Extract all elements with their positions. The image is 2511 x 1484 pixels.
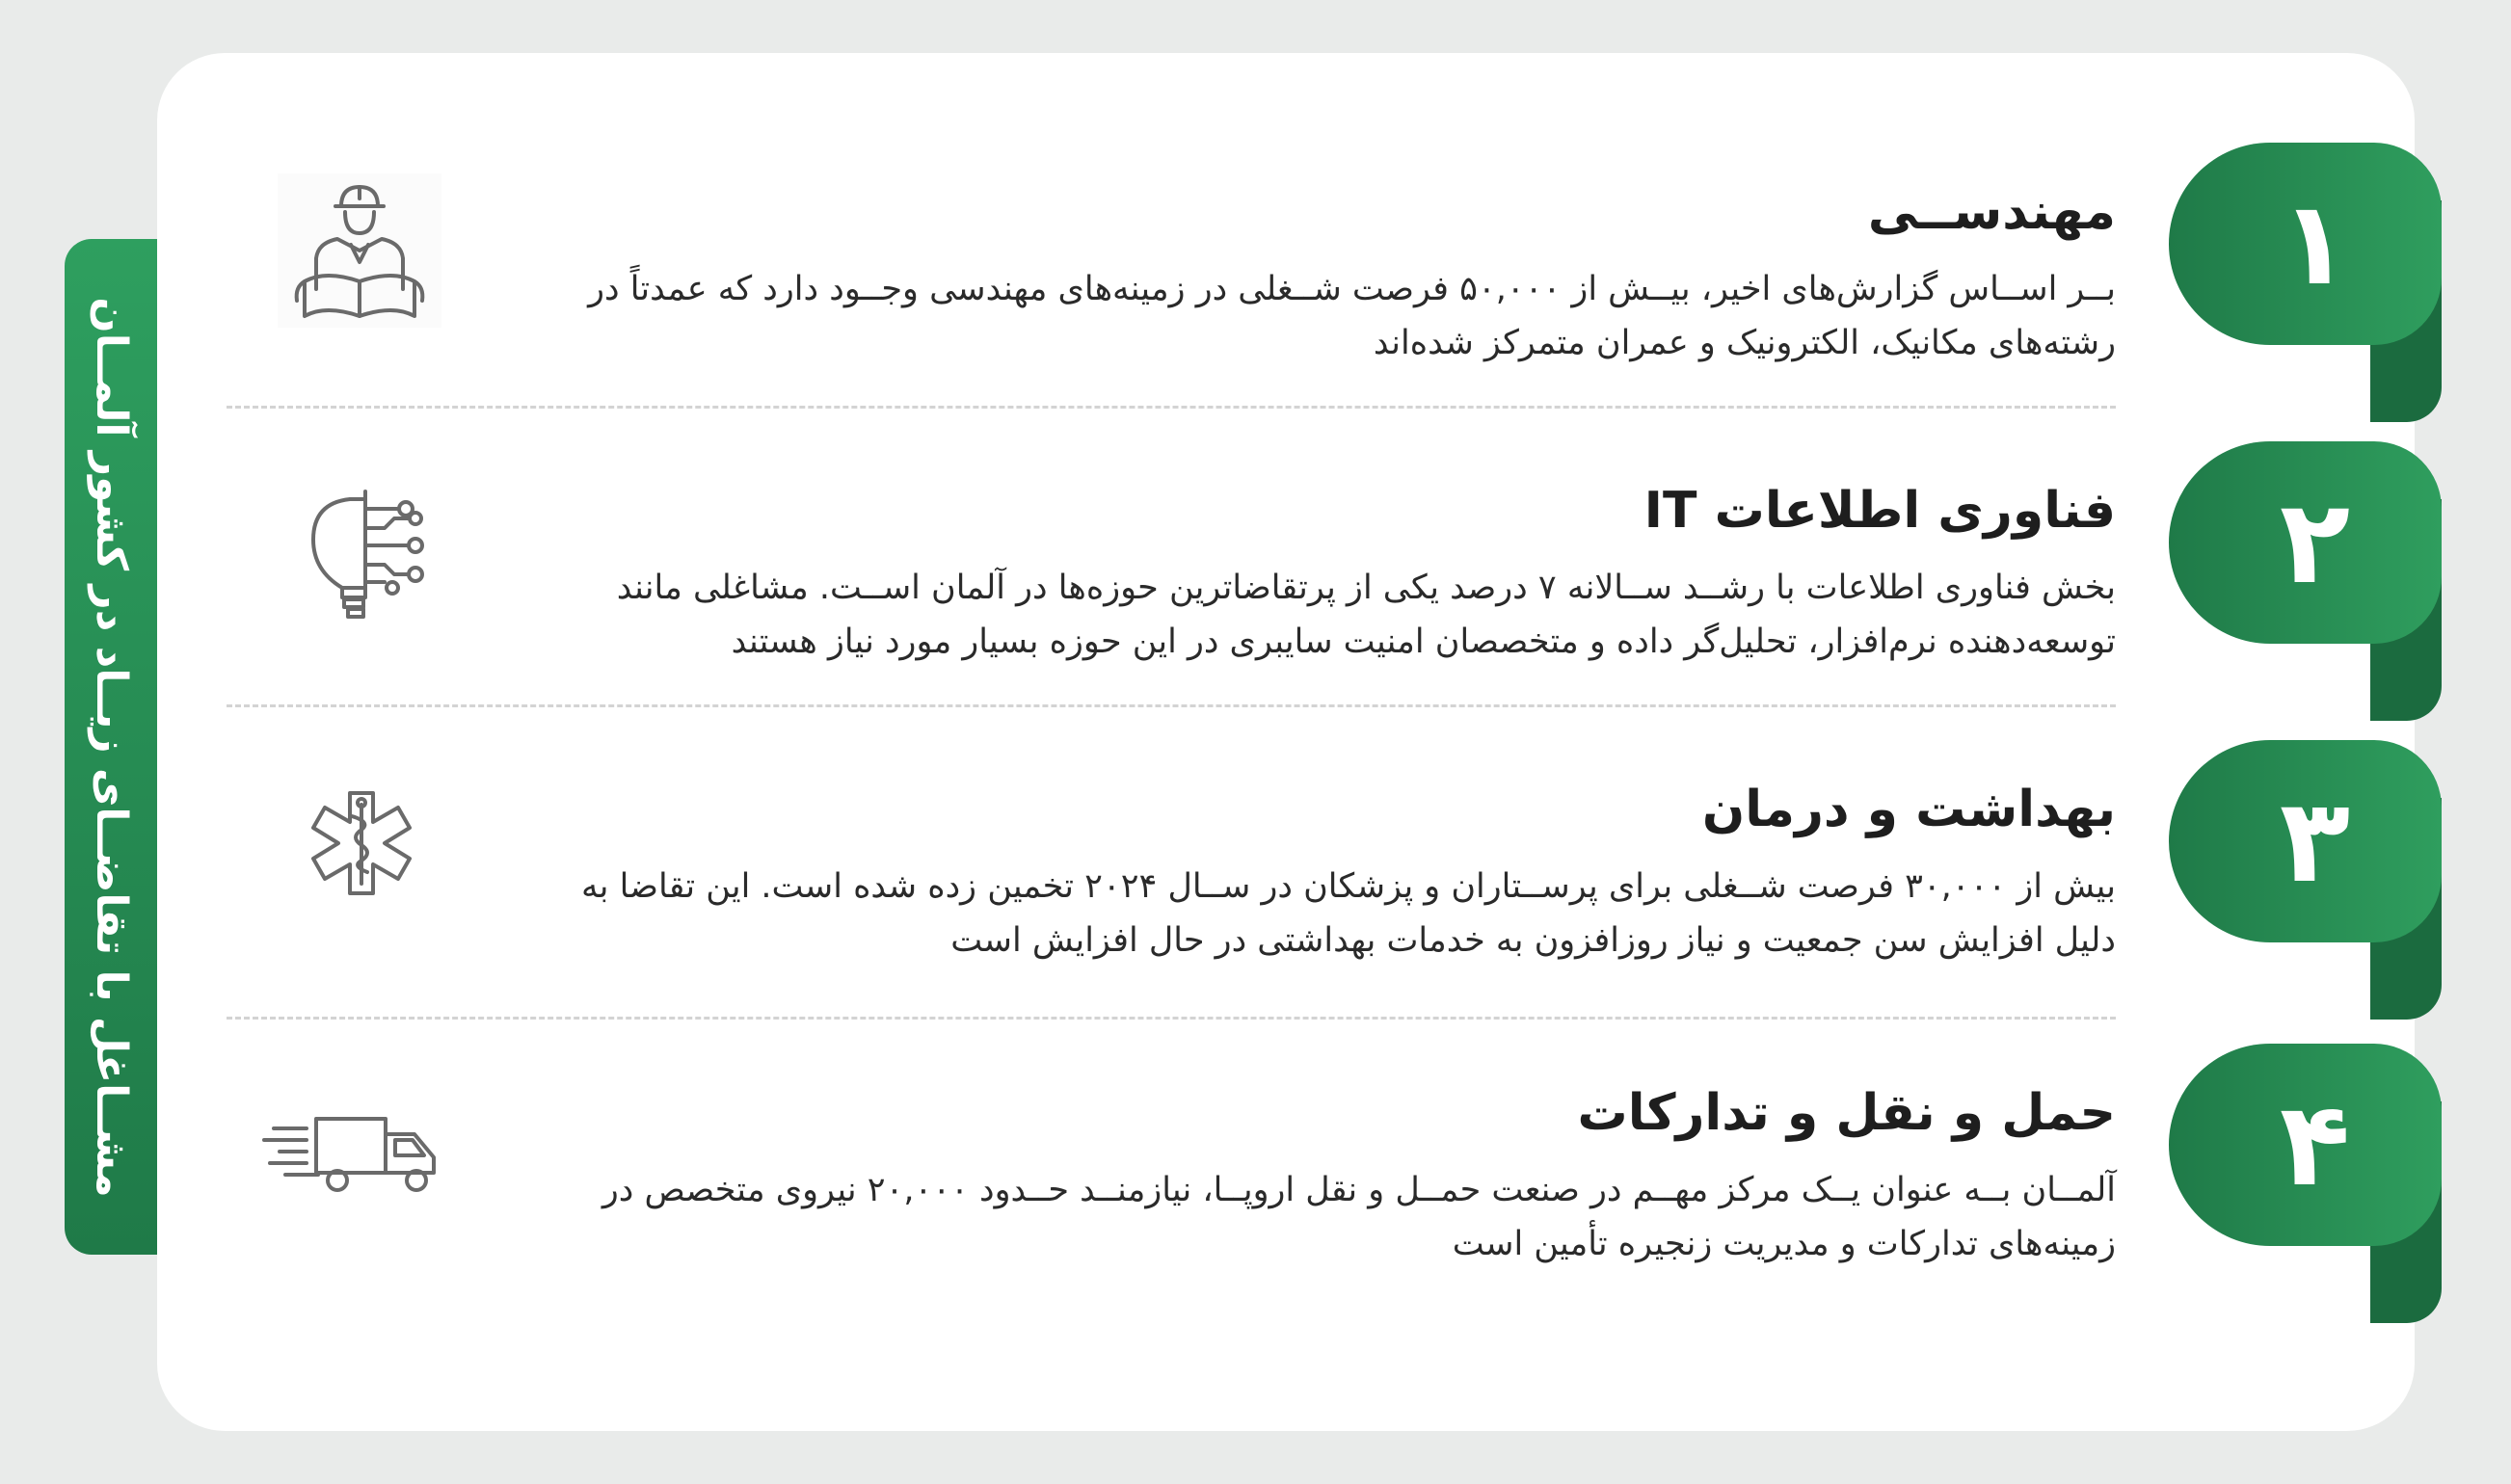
- delivery-truck-icon: [260, 1103, 443, 1258]
- side-title: مشــاغل با تقاضــای زیــاد در کشور آلمــان: [86, 296, 136, 1198]
- item-title: مهندســی: [1867, 183, 2116, 241]
- list-item: [0, 176, 2511, 491]
- number-badge: [2169, 740, 2442, 1020]
- number-badge: [2169, 1044, 2442, 1323]
- list-item: [0, 475, 2511, 790]
- item-description: بخش فناوری اطلاعات با رشــد ســالانه ۷ درصد یکی از پرتقاضاترین حوزه‌ها در آلمان اســت. مشاغلی مانند توسعه‌دهنده نرم‌افزار، تحلیل‌گر داده و متخصصان امنیت سایبری در این حوزه بسیار مورد نیاز هستند: [616, 569, 2116, 661]
- item-number: ۴: [2279, 1077, 2351, 1212]
- item-title: بهداشت و درمان: [1701, 781, 2116, 838]
- divider: [227, 704, 2116, 707]
- engineer-icon: [268, 173, 451, 328]
- item-number: ۱: [2279, 176, 2351, 311]
- item-description: بیش از ۳۰,۰۰۰ فرصت شــغلی برای پرســتاران و پزشکان در ســال ۲۰۲۴ تخمین زده شده است. این تقاضا به دلیل افزایش سن جمعیت و نیاز روزافزون به خدمات بهداشتی در حال افزایش است: [580, 867, 2116, 960]
- item-number: ۲: [2279, 475, 2351, 610]
- tech-bulb-icon: [273, 482, 456, 636]
- item-title: حمل و نقل و تدارکات: [1577, 1084, 2116, 1142]
- number-badge: [2169, 143, 2442, 422]
- medical-star-icon: [270, 781, 453, 935]
- divider: [227, 406, 2116, 409]
- item-description: آلمــان بــه عنوان یــک مرکز مهــم در صنعت حمــل و نقل اروپــا، نیازمنــد حــدود ۲۰,۰۰۰ نیروی متخصص در زمینه‌های تدارکات و مدیریت زنجیره تأمین است: [601, 1171, 2116, 1263]
- divider: [227, 1017, 2116, 1020]
- list-item: [0, 774, 2511, 1089]
- item-title: فناوری اطلاعات IT: [1643, 482, 2116, 540]
- item-number: ۳: [2279, 774, 2351, 909]
- item-description: بــر اســاس گزارش‌های اخیر، بیــش از ۵۰,۰۰۰ فرصت شــغلی در زمینه‌های مهندسی وجــود دارد که عمدتاً در رشته‌های مکانیک، الکترونیک و عمران متمرکز شده‌اند: [588, 270, 2116, 362]
- number-badge: [2169, 441, 2442, 721]
- list-item: [0, 1077, 2511, 1392]
